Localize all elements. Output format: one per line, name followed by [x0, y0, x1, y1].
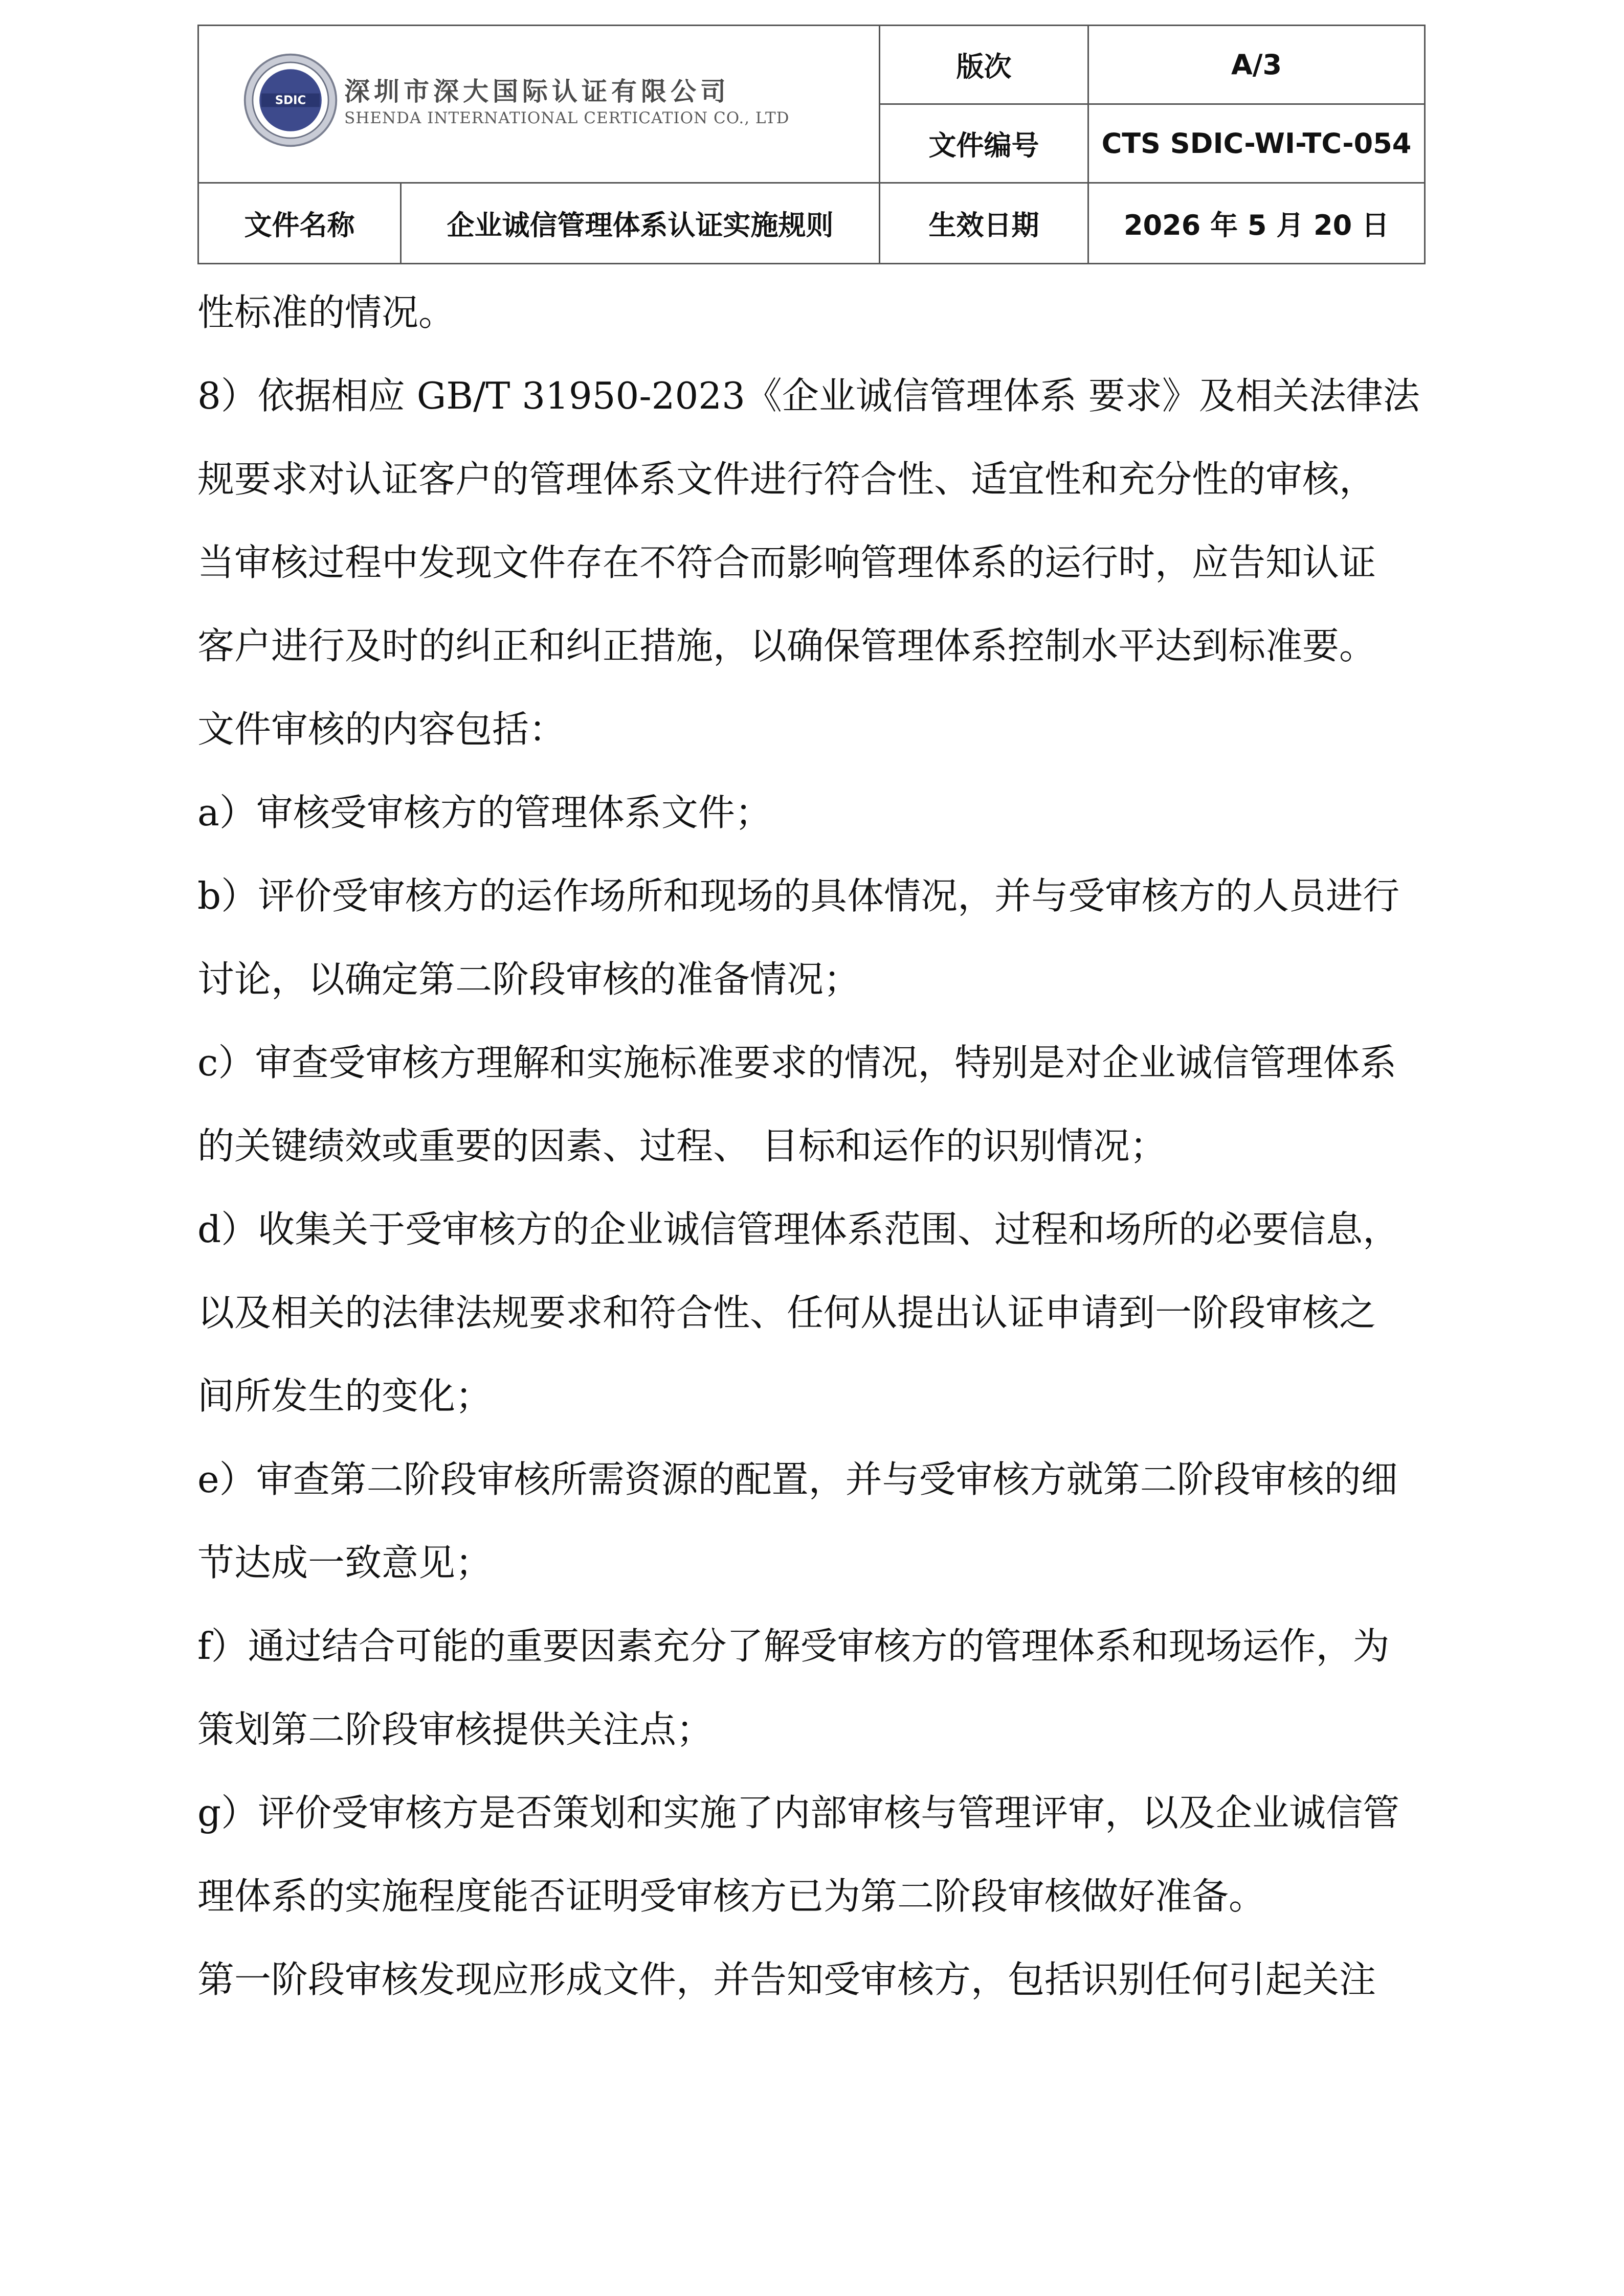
body-line: 性标准的情况。	[197, 291, 456, 334]
body-line: g）评价受审核方是否策划和实施了内部审核与管理评审，以及企业诚信管	[197, 1791, 1400, 1834]
version-value: A/3	[1088, 26, 1425, 104]
doc-number-value: CTS SDIC-WI-TC-054	[1088, 104, 1425, 183]
body-line: 间所发生的变化；	[197, 1375, 493, 1417]
body-line: 节达成一致意见；	[197, 1541, 493, 1584]
sdic-seal-icon	[242, 52, 339, 149]
body-line: 文件审核的内容包括：	[197, 708, 566, 751]
effective-date-value: 2026 年 5 月 20 日	[1088, 183, 1425, 264]
body-line: f）通过结合可能的重要因素充分了解受审核方的管理体系和现场运作，为	[197, 1625, 1390, 1668]
body-line: 的关键绩效或重要的因素、过程、 目标和运作的识别情况；	[197, 1124, 1167, 1167]
effective-date-label: 生效日期	[880, 183, 1088, 264]
body-line: d）收集关于受审核方的企业诚信管理体系范围、过程和场所的必要信息，	[197, 1208, 1400, 1251]
body-line: 8）依据相应 GB/T 31950-2023《企业诚信管理体系 要求》及相关法律法	[197, 374, 1420, 417]
company-name-cn: 深圳市深大国际认证有限公司	[344, 76, 730, 106]
document-body	[197, 271, 1435, 2021]
body-line: 以及相关的法律法规要求和符合性、任何从提出认证申请到一阶段审核之	[197, 1291, 1376, 1334]
company-logo	[242, 52, 856, 169]
doc-name-value: 企业诚信管理体系认证实施规则	[401, 183, 880, 264]
doc-number-label: 文件编号	[880, 104, 1088, 183]
body-line: a）审核受审核方的管理体系文件；	[197, 791, 772, 834]
body-line: c）审查受审核方理解和实施标准要求的情况，特别是对企业诚信管理体系	[197, 1041, 1397, 1084]
logo-cell	[198, 26, 880, 183]
version-label: 版次	[880, 26, 1088, 104]
body-line: 规要求对认证客户的管理体系文件进行符合性、适宜性和充分性的审核，	[197, 458, 1376, 501]
body-line: e）审查第二阶段审核所需资源的配置，并与受审核方就第二阶段审核的细	[197, 1458, 1398, 1501]
company-name-en: SHENDA INTERNATIONAL CERTICATION CO., LTD	[344, 109, 790, 127]
body-line: 理体系的实施程度能否证明受审核方已为第二阶段审核做好准备。	[197, 1875, 1266, 1918]
body-line: 当审核过程中发现文件存在不符合而影响管理体系的运行时，应告知认证	[197, 541, 1376, 584]
logo-text: SDIC	[275, 94, 306, 107]
body-line: 客户进行及时的纠正和纠正措施，以确保管理体系控制水平达到标准要。	[197, 624, 1376, 667]
body-line: 第一阶段审核发现应形成文件，并告知受审核方，包括识别任何引起关注	[197, 1958, 1376, 2001]
doc-name-label: 文件名称	[198, 183, 401, 264]
body-line: b）评价受审核方的运作场所和现场的具体情况，并与受审核方的人员进行	[197, 874, 1400, 917]
body-line: 讨论，以确定第二阶段审核的准备情况；	[197, 958, 861, 1001]
document-header-table	[197, 25, 1426, 264]
body-line: 策划第二阶段审核提供关注点；	[197, 1708, 714, 1751]
